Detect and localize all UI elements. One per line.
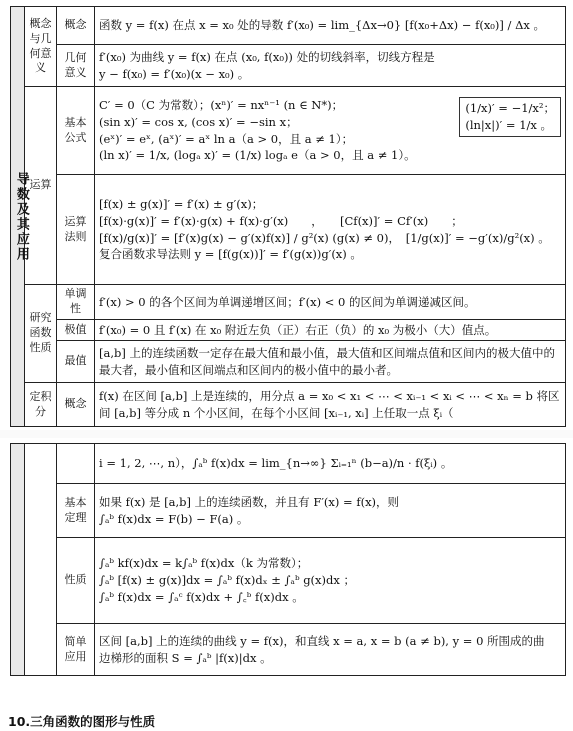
derivative-definition-label: 概念 [57, 7, 95, 45]
basic-formula-line: (eˣ)′ = eˣ, (aˣ)′ = aˣ ln a（a > 0，且 a ≠ 1）； [99, 131, 354, 146]
extremum-text: f′(x₀) = 0 且 f′(x) 在 x₀ 附近左负（正）右正（负）的 x₀ 为极小（大）值点。 [95, 319, 566, 341]
simple-application-line-2: 边梯形的面积 S = ∫ₐᵇ |f(x)|dx 。 [99, 650, 272, 665]
integral-property-line: ∫ₐᵇ [f(x) ± g(x)]dx = ∫ₐᵇ f(x)dₓ ± ∫ₐᵇ g(x)dx ； [99, 573, 356, 588]
supplementary-formula-box [459, 97, 561, 136]
basic-formulas [95, 87, 566, 175]
simple-application-label: 简单应用 [57, 624, 95, 676]
basic-formula-line: C′ = 0（C 为常数）；(xⁿ)′ = nxⁿ⁻¹ (n ∈ N*)； [99, 98, 344, 113]
main-category-cell [11, 7, 29, 427]
integral-definition-continuation: i = 1, 2, ⋯, n），∫ₐᵇ f(x)dx = lim_{n→∞} Σᵢ₌₁ⁿ (b−a)/n · f(ξᵢ) 。 [95, 444, 566, 484]
operation-rule-line: [f(x)/g(x)]′ = [f′(x)g(x) − g′(x)f(x)] / g²(x) (g(x) ≠ 0)， [1/g(x)]′ = −g′(x)/g²(x) 。 [99, 230, 550, 245]
page-gap [0, 430, 573, 438]
basic-formulas-label: 基本公式 [57, 87, 95, 175]
geometric-meaning-line-1: f′(x₀) 为曲线 y = f(x) 在点 (x₀, f(x₀)) 处的切线斜率，切线方程是 [99, 49, 435, 64]
function-study-group-label: 研究函数性质 [25, 285, 57, 383]
operations-group-label: 运算 [25, 87, 57, 285]
basic-formula-line: (ln x)′ = 1/x, (logₐ x)′ = (1/x) logₐ e（a > 0，且 a ≠ 1）。 [99, 148, 416, 163]
derivative-definition: 函数 y = f(x) 在点 x = x₀ 处的导数 f′(x₀) = lim_{Δx→0} [f(x₀+Δx) − f(x₀)] / Δx 。 [95, 7, 566, 45]
formula-table-page-1 [10, 6, 566, 427]
basic-formula-line: (sin x)′ = cos x, (cos x)′ = −sin x； [99, 114, 298, 129]
operation-rule-line: [f(x)·g(x)]′ = f′(x)·g(x) + f(x)·g′(x) ， [Cf(x)]′ = Cf′(x) ； [99, 213, 463, 228]
supplementary-formula-line: (ln|x|)′ = 1/x 。 [465, 117, 553, 132]
monotonicity-text: f′(x) > 0 的各个区间为单调递增区间；f′(x) < 0 的区间为单调递减区间。 [95, 285, 566, 320]
geometric-meaning-label: 几何意义 [57, 45, 95, 87]
integral-properties-label: 性质 [57, 538, 95, 624]
integral-property-line: ∫ₐᵇ f(x)dx = ∫ₐᶜ f(x)dx + ∫꜀ᵇ f(x)dx 。 [99, 589, 304, 604]
supplementary-formula-line: (1/x)′ = −1/x²； [465, 101, 555, 116]
simple-application [95, 624, 566, 676]
max-min-text: [a,b] 上的连续函数一定存在最大值和最小值，最大值和区间端点值和区间内的极大值中的最大者，最小值和区间端点和区间内的极小值中的最小者。 [95, 341, 566, 383]
main-category-continuation [11, 444, 25, 676]
geometric-meaning-line-2: y − f(x₀) = f′(x₀)(x − x₀) 。 [99, 66, 250, 81]
section-heading: 10.三角函数的图形与性质 [8, 714, 156, 729]
operation-rule-line: 复合函数求导法则 y = [f(g(x))]′ = f′(g(x))g′(x) 。 [99, 247, 362, 262]
fundamental-theorem-label: 基本定理 [57, 484, 95, 538]
max-min-label: 最值 [57, 341, 95, 383]
concept-group-label: 概念与几何意义 [25, 7, 57, 87]
integral-group-continuation [25, 444, 57, 676]
operation-rules-label: 运算法则 [57, 175, 95, 285]
formula-table-page-2 [10, 443, 566, 676]
definite-integral-group-label: 定积分 [25, 383, 57, 427]
operation-rule-line: [f(x) ± g(x)]′ = f′(x) ± g′(x)； [99, 197, 264, 212]
extremum-label: 极值 [57, 319, 95, 341]
fundamental-theorem [95, 484, 566, 538]
fundamental-theorem-line-2: ∫ₐᵇ f(x)dx = F(b) − F(a) 。 [99, 511, 249, 526]
integral-concept-label: 概念 [57, 383, 95, 427]
fundamental-theorem-line-1: 如果 f(x) 是 [a,b] 上的连续函数，并且有 F′(x) = f(x)，则 [99, 494, 400, 509]
operation-rules [95, 175, 566, 285]
integral-property-line: ∫ₐᵇ kf(x)dx = k∫ₐᵇ f(x)dx（k 为常数）； [99, 556, 309, 571]
monotonicity-label: 单调性 [57, 285, 95, 320]
integral-concept-continuation-label [57, 444, 95, 484]
main-category-label: 导数及其应用 [13, 171, 29, 262]
geometric-meaning [95, 45, 566, 87]
integral-properties [95, 538, 566, 624]
simple-application-line-1: 区间 [a,b] 上的连续的曲线 y = f(x)，和直线 x = a, x = b (a ≠ b), y = 0 所围成的曲 [99, 633, 545, 648]
integral-concept-text: f(x) 在区间 [a,b] 上是连续的，用分点 a = x₀ < x₁ < ⋯ < xᵢ₋₁ < xᵢ < ⋯ < xₙ = b 将区间 [a,b] 等分成 n 个小区间，在每个小区间 [xᵢ₋₁, xᵢ] 上任取一点 ξᵢ（ [95, 383, 566, 427]
